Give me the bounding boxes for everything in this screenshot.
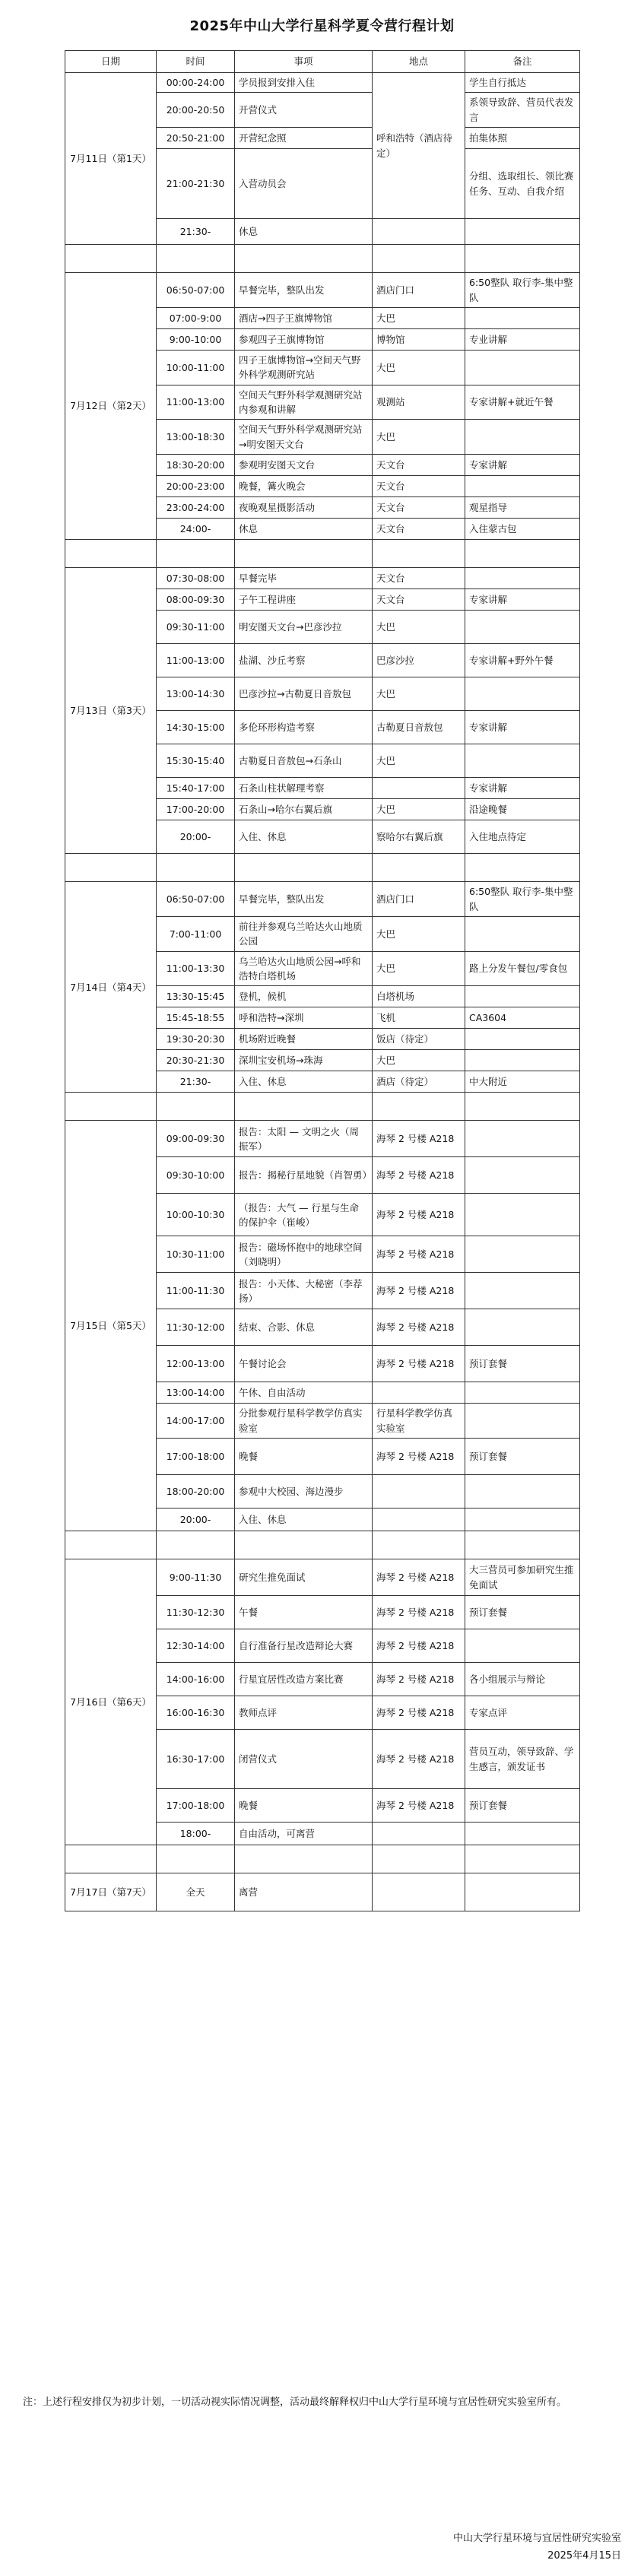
location-cell: 行星科学教学仿真实验室 (373, 1404, 465, 1439)
location-cell: 海琴 2 号楼 A218 (373, 1309, 465, 1346)
separator-cell (373, 1531, 465, 1559)
header-date: 日期 (65, 51, 157, 73)
location-cell: 海琴 2 号楼 A218 (373, 1273, 465, 1309)
event-cell: 学员报到安排入住 (235, 73, 373, 93)
note-cell: 6:50整队 取行李-集中整队 (465, 273, 580, 308)
location-cell: 天文台 (373, 589, 465, 611)
time-cell: 08:00-09:30 (157, 589, 235, 611)
location-cell: 海琴 2 号楼 A218 (373, 1194, 465, 1236)
event-cell: 自行准备行星改造辩论大赛 (235, 1629, 373, 1663)
note-cell (465, 1823, 580, 1845)
location-cell: 海琴 2 号楼 A218 (373, 1696, 465, 1730)
day-cell: 7月16日（第6天） (65, 1559, 157, 1845)
separator-cell (157, 854, 235, 882)
note-cell: 入住地点待定 (465, 820, 580, 854)
separator-cell (373, 540, 465, 568)
event-cell: 深圳宝安机场→珠海 (235, 1050, 373, 1071)
time-cell: 07:30-08:00 (157, 568, 235, 589)
event-cell: 机场附近晚餐 (235, 1029, 373, 1050)
note-cell (465, 1475, 580, 1508)
separator-cell (157, 540, 235, 568)
location-cell: 海琴 2 号楼 A218 (373, 1236, 465, 1273)
time-cell: 07:00-9:00 (157, 307, 235, 328)
time-cell: 20:00-20:50 (157, 93, 235, 128)
time-cell: 18:30-20:00 (157, 455, 235, 476)
separator-cell (235, 245, 373, 273)
signature-block (453, 2530, 621, 2565)
note-cell (465, 350, 580, 385)
time-cell: 11:00-13:30 (157, 951, 235, 986)
header-location: 地点 (373, 51, 465, 73)
event-cell: 多伦环形构造考察 (235, 711, 373, 744)
event-cell: 休息 (235, 219, 373, 245)
separator-cell (235, 1093, 373, 1121)
note-cell (465, 1873, 580, 1911)
location-cell: 大巴 (373, 420, 465, 455)
time-cell: 19:30-20:30 (157, 1029, 235, 1050)
time-cell: 11:00-13:00 (157, 385, 235, 420)
separator-cell (157, 1845, 235, 1873)
time-cell: 10:00-11:00 (157, 350, 235, 385)
location-cell: 大巴 (373, 307, 465, 328)
location-cell: 博物馆 (373, 328, 465, 350)
time-cell: 09:30-11:00 (157, 611, 235, 644)
event-cell: 闭营仪式 (235, 1730, 373, 1789)
time-cell: 9:00-11:30 (157, 1559, 235, 1596)
location-cell (373, 778, 465, 799)
day-cell: 7月14日（第4天） (65, 882, 157, 1093)
event-cell: 参观中大校园、海边漫步 (235, 1475, 373, 1508)
note-cell: 6:50整队 取行李-集中整队 (465, 882, 580, 917)
header-time: 时间 (157, 51, 235, 73)
event-cell: 报告：揭秘行星地貌（肖智勇） (235, 1157, 373, 1194)
location-cell: 大巴 (373, 1050, 465, 1071)
time-cell: 15:40-17:00 (157, 778, 235, 799)
location-cell: 海琴 2 号楼 A218 (373, 1663, 465, 1696)
table-row (65, 1121, 580, 1157)
time-cell: 15:45-18:55 (157, 1007, 235, 1029)
note-cell: 专家点评 (465, 1696, 580, 1730)
separator-cell (235, 1531, 373, 1559)
time-cell: 12:00-13:00 (157, 1346, 235, 1382)
time-cell: 11:30-12:00 (157, 1309, 235, 1346)
note-cell: 分组、选取组长、领比赛任务、互动、自我介绍 (465, 149, 580, 219)
event-cell: 石条山柱状解理考察 (235, 778, 373, 799)
time-cell: 06:50-07:00 (157, 882, 235, 917)
time-cell: 09:30-10:00 (157, 1157, 235, 1194)
event-cell: 入住、休息 (235, 1071, 373, 1093)
note-cell (465, 1309, 580, 1346)
event-cell: 巴彦沙拉→古勒夏日音敖包 (235, 677, 373, 711)
separator-cell (157, 1531, 235, 1559)
separator-cell (465, 1845, 580, 1873)
event-cell: 晚餐，篝火晚会 (235, 476, 373, 497)
location-cell: 大巴 (373, 744, 465, 778)
event-cell: 前往并参观乌兰哈达火山地质公园 (235, 916, 373, 951)
separator-cell (157, 1093, 235, 1121)
note-cell (465, 420, 580, 455)
location-cell: 天文台 (373, 476, 465, 497)
location-cell: 海琴 2 号楼 A218 (373, 1439, 465, 1475)
separator-cell (465, 540, 580, 568)
note-cell (465, 1157, 580, 1194)
note-cell: 预订套餐 (465, 1439, 580, 1475)
location-cell: 大巴 (373, 677, 465, 711)
signature-org: 中山大学行星环境与宜居性研究实验室 (452, 2533, 621, 2544)
location-cell: 海琴 2 号楼 A218 (373, 1559, 465, 1596)
event-cell: 登机，候机 (235, 986, 373, 1007)
location-cell: 大巴 (373, 350, 465, 385)
time-cell: 17:00-20:00 (157, 799, 235, 820)
event-cell: （报告：大气 — 行星与生命的保护伞（崔峻） (235, 1194, 373, 1236)
separator-cell (465, 1531, 580, 1559)
header-note: 备注 (465, 51, 580, 73)
note-cell: 专家讲解+野外午餐 (465, 644, 580, 677)
schedule-body (65, 73, 580, 1911)
page-title: 2025年中山大学行星科学夏令营行程计划 (189, 18, 455, 34)
note-cell (465, 1121, 580, 1157)
separator-cell (235, 1845, 373, 1873)
event-cell: 午餐 (235, 1596, 373, 1629)
separator-cell (65, 1845, 157, 1873)
time-cell: 13:00-14:30 (157, 677, 235, 711)
location-cell: 饭店（待定） (373, 1029, 465, 1050)
table-row (65, 1873, 580, 1911)
note-cell (465, 677, 580, 711)
time-cell: 14:30-15:00 (157, 711, 235, 744)
event-cell: 入住、休息 (235, 1508, 373, 1531)
location-cell: 酒店（待定） (373, 1071, 465, 1093)
note-cell (465, 1508, 580, 1531)
event-cell: 早餐完毕，整队出发 (235, 273, 373, 308)
location-cell (373, 1823, 465, 1845)
table-row (65, 73, 580, 93)
note-cell: 路上分发午餐包/零食包 (465, 951, 580, 986)
event-cell: 参观明安图天文台 (235, 455, 373, 476)
day-cell: 7月15日（第5天） (65, 1121, 157, 1531)
event-cell: 酒店→四子王旗博物馆 (235, 307, 373, 328)
time-cell: 20:30-21:30 (157, 1050, 235, 1071)
event-cell: 石条山→哈尔右翼后旗 (235, 799, 373, 820)
location-cell: 海琴 2 号楼 A218 (373, 1730, 465, 1789)
note-cell (465, 219, 580, 245)
time-cell: 20:50-21:00 (157, 128, 235, 149)
time-cell: 7:00-11:00 (157, 916, 235, 951)
event-cell: 午休、自由活动 (235, 1382, 373, 1404)
separator-cell (373, 854, 465, 882)
location-cell: 观测站 (373, 385, 465, 420)
separator-row (65, 1845, 580, 1873)
separator-cell (465, 1093, 580, 1121)
note-cell (465, 568, 580, 589)
separator-row (65, 540, 580, 568)
note-cell (465, 1029, 580, 1050)
event-cell: 入营动员会 (235, 149, 373, 219)
separator-cell (373, 1093, 465, 1121)
time-cell: 14:00-17:00 (157, 1404, 235, 1439)
note-cell: 入住蒙古包 (465, 519, 580, 540)
day-cell: 7月13日（第3天） (65, 568, 157, 854)
location-cell: 海琴 2 号楼 A218 (373, 1121, 465, 1157)
location-cell (373, 1475, 465, 1508)
event-cell: 晚餐 (235, 1789, 373, 1823)
note-cell: 预订套餐 (465, 1346, 580, 1382)
event-cell: 呼和浩特→深圳 (235, 1007, 373, 1029)
note-cell (465, 611, 580, 644)
separator-row (65, 854, 580, 882)
time-cell: 18:00- (157, 1823, 235, 1845)
note-cell (465, 916, 580, 951)
note-cell: 沿途晚餐 (465, 799, 580, 820)
note-cell: 中大附近 (465, 1071, 580, 1093)
event-cell: 空间天气野外科学观测研究站→明安图天文台 (235, 420, 373, 455)
location-cell: 飞机 (373, 1007, 465, 1029)
time-cell: 21:30- (157, 219, 235, 245)
separator-cell (65, 540, 157, 568)
event-cell: 早餐完毕，整队出发 (235, 882, 373, 917)
event-cell: 午餐讨论会 (235, 1346, 373, 1382)
time-cell: 13:00-18:30 (157, 420, 235, 455)
schedule-table (65, 50, 580, 1911)
event-cell: 教师点评 (235, 1696, 373, 1730)
event-cell: 报告：太阳 — 文明之火（周振军） (235, 1121, 373, 1157)
day-cell: 7月11日（第1天） (65, 73, 157, 245)
note-cell (465, 1050, 580, 1071)
location-cell: 天文台 (373, 497, 465, 519)
time-cell: 18:00-20:00 (157, 1475, 235, 1508)
location-cell: 巴彦沙拉 (373, 644, 465, 677)
note-cell: 营员互动，领导致辞、学生感言，颁发证书 (465, 1730, 580, 1789)
separator-cell (65, 245, 157, 273)
location-cell: 白塔机场 (373, 986, 465, 1007)
note-cell: 各小组展示与辩论 (465, 1663, 580, 1696)
separator-cell (235, 540, 373, 568)
location-cell: 大巴 (373, 916, 465, 951)
note-cell: 预订套餐 (465, 1596, 580, 1629)
time-cell: 11:30-12:30 (157, 1596, 235, 1629)
time-cell: 24:00- (157, 519, 235, 540)
event-cell: 结束、合影、休息 (235, 1309, 373, 1346)
event-cell: 盐湖、沙丘考察 (235, 644, 373, 677)
event-cell: 早餐完毕 (235, 568, 373, 589)
location-cell: 天文台 (373, 568, 465, 589)
note-cell (465, 1382, 580, 1404)
separator-cell (157, 245, 235, 273)
event-cell: 古勒夏日音敖包→石条山 (235, 744, 373, 778)
table-row (65, 1559, 580, 1596)
event-cell: 研究生推免面试 (235, 1559, 373, 1596)
event-cell: 休息 (235, 519, 373, 540)
time-cell: 09:00-09:30 (157, 1121, 235, 1157)
separator-row (65, 1093, 580, 1121)
event-cell: 晚餐 (235, 1439, 373, 1475)
time-cell: 11:00-13:00 (157, 644, 235, 677)
table-row (65, 568, 580, 589)
time-cell: 12:30-14:00 (157, 1629, 235, 1663)
location-cell: 大巴 (373, 951, 465, 986)
time-cell: 10:00-10:30 (157, 1194, 235, 1236)
note-cell (465, 1629, 580, 1663)
location-cell: 古勒夏日音敖包 (373, 711, 465, 744)
event-cell: 夜晚观星摄影活动 (235, 497, 373, 519)
time-cell: 16:30-17:00 (157, 1730, 235, 1789)
location-cell: 海琴 2 号楼 A218 (373, 1789, 465, 1823)
time-cell: 14:00-16:00 (157, 1663, 235, 1696)
time-cell: 全天 (157, 1873, 235, 1911)
time-cell: 21:00-21:30 (157, 149, 235, 219)
note-cell: 专家讲解 (465, 455, 580, 476)
event-cell: 子午工程讲座 (235, 589, 373, 611)
separator-cell (465, 854, 580, 882)
location-cell: 海琴 2 号楼 A218 (373, 1157, 465, 1194)
time-cell: 23:00-24:00 (157, 497, 235, 519)
time-cell: 13:00-14:00 (157, 1382, 235, 1404)
event-cell: 报告：小天体、大秘密（李荐扬） (235, 1273, 373, 1309)
event-cell: 行星宜居性改造方案比赛 (235, 1663, 373, 1696)
note-cell (465, 986, 580, 1007)
time-cell: 20:00-23:00 (157, 476, 235, 497)
note-cell: 观星指导 (465, 497, 580, 519)
time-cell: 11:00-11:30 (157, 1273, 235, 1309)
separator-cell (65, 1531, 157, 1559)
note-cell: 大三营员可参加研究生推免面试 (465, 1559, 580, 1596)
separator-cell (65, 1093, 157, 1121)
note-cell (465, 744, 580, 778)
note-cell: 专家讲解 (465, 711, 580, 744)
location-cell (373, 219, 465, 245)
separator-cell (65, 854, 157, 882)
event-cell: 报告：磁场怀抱中的地球空间（刘晓明） (235, 1236, 373, 1273)
location-cell: 海琴 2 号楼 A218 (373, 1596, 465, 1629)
event-cell: 空间天气野外科学观测研究站内参观和讲解 (235, 385, 373, 420)
note-cell (465, 1194, 580, 1236)
time-cell: 21:30- (157, 1071, 235, 1093)
time-cell: 06:50-07:00 (157, 273, 235, 308)
event-cell: 分批参观行星科学教学仿真实验室 (235, 1404, 373, 1439)
footnote: 注：上述行程安排仅为初步计划，一切活动视实际情况调整，活动最终解释权归中山大学行星环境与宜居性研究实验室所有。 (23, 2397, 567, 2408)
time-cell: 20:00- (157, 1508, 235, 1531)
location-cell: 大巴 (373, 611, 465, 644)
event-cell: 开营纪念照 (235, 128, 373, 149)
location-cell: 天文台 (373, 519, 465, 540)
table-row (65, 273, 580, 308)
location-cell: 海琴 2 号楼 A218 (373, 1346, 465, 1382)
note-cell: 学生自行抵达 (465, 73, 580, 93)
location-cell: 呼和浩特（酒店待定） (373, 73, 465, 219)
location-cell (373, 1873, 465, 1911)
note-cell (465, 1404, 580, 1439)
separator-row (65, 1531, 580, 1559)
location-cell (373, 1508, 465, 1531)
time-cell: 13:30-15:45 (157, 986, 235, 1007)
note-cell: 专家讲解+就近午餐 (465, 385, 580, 420)
note-cell: 拍集体照 (465, 128, 580, 149)
location-cell: 察哈尔右翼后旗 (373, 820, 465, 854)
event-cell: 明安图天文台→巴彦沙拉 (235, 611, 373, 644)
location-cell (373, 1382, 465, 1404)
note-cell: 专家讲解 (465, 589, 580, 611)
location-cell: 酒店门口 (373, 882, 465, 917)
location-cell: 酒店门口 (373, 273, 465, 308)
location-cell: 大巴 (373, 799, 465, 820)
note-cell (465, 307, 580, 328)
event-cell: 乌兰哈达火山地质公园→呼和浩特白塔机场 (235, 951, 373, 986)
time-cell: 15:30-15:40 (157, 744, 235, 778)
note-cell: 预订套餐 (465, 1789, 580, 1823)
event-cell: 入住、休息 (235, 820, 373, 854)
note-cell: 专家讲解 (465, 778, 580, 799)
location-cell: 天文台 (373, 455, 465, 476)
location-cell: 海琴 2 号楼 A218 (373, 1629, 465, 1663)
time-cell: 17:00-18:00 (157, 1789, 235, 1823)
time-cell: 00:00-24:00 (157, 73, 235, 93)
table-header-row (65, 51, 580, 73)
time-cell: 9:00-10:00 (157, 328, 235, 350)
separator-cell (373, 245, 465, 273)
note-cell: 专业讲解 (465, 328, 580, 350)
event-cell: 四子王旗博物馆→空间天气野外科学观测研究站 (235, 350, 373, 385)
event-cell: 开营仪式 (235, 93, 373, 128)
time-cell: 20:00- (157, 820, 235, 854)
note-cell (465, 1236, 580, 1273)
time-cell: 10:30-11:00 (157, 1236, 235, 1273)
day-cell: 7月17日（第7天） (65, 1873, 157, 1911)
note-cell: CA3604 (465, 1007, 580, 1029)
table-row (65, 882, 580, 917)
note-cell (465, 476, 580, 497)
event-cell: 自由活动，可离营 (235, 1823, 373, 1845)
event-cell: 参观四子王旗博物馆 (235, 328, 373, 350)
time-cell: 17:00-18:00 (157, 1439, 235, 1475)
note-cell (465, 1273, 580, 1309)
note-cell: 系领导致辞、营员代表发言 (465, 93, 580, 128)
time-cell: 16:00-16:30 (157, 1696, 235, 1730)
signature-date: 2025年4月15日 (547, 2549, 621, 2562)
separator-cell (373, 1845, 465, 1873)
separator-cell (235, 854, 373, 882)
separator-cell (465, 245, 580, 273)
separator-row (65, 245, 580, 273)
day-cell: 7月12日（第2天） (65, 273, 157, 540)
event-cell: 离营 (235, 1873, 373, 1911)
header-event: 事项 (235, 51, 373, 73)
